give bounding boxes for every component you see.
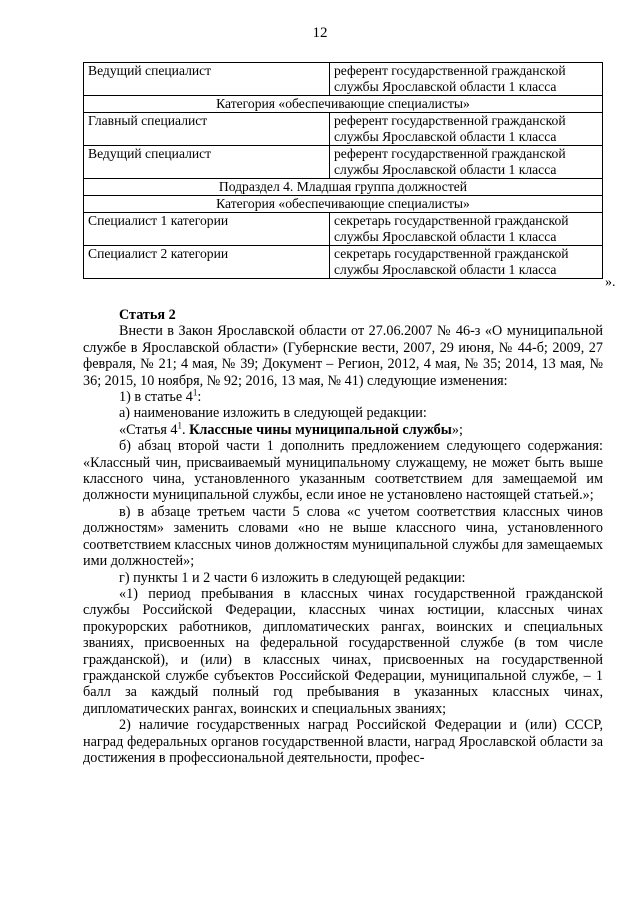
subsection-header-cell: Подраздел 4. Младшая группа должностей (84, 179, 603, 196)
class-rank-line: секретарь государственной гражданской (334, 213, 569, 228)
category-header-cell: Категория «обеспечивающие специалисты» (84, 196, 603, 213)
amendment-item-1-suffix: : (197, 389, 202, 406)
table-row (84, 196, 603, 213)
positions-table (83, 62, 603, 279)
class-rank-cell (330, 213, 603, 246)
class-rank-line: секретарь государственной гражданской (334, 246, 569, 261)
amendment-item-1 (83, 389, 603, 405)
position-cell: Главный специалист (84, 113, 330, 146)
amendment-item-1-text: 1) в статье 4 (119, 389, 193, 406)
superscript: 1 (177, 420, 183, 431)
table-row (84, 113, 603, 146)
class-rank-line: референт государственной гражданской (334, 146, 566, 161)
class-rank-line: службы Ярославской области 1 класса (334, 162, 557, 177)
article-heading: Статья 2 (119, 307, 176, 323)
page-number: 12 (312, 25, 328, 41)
class-rank-line: службы Ярославской области 1 класса (334, 229, 557, 244)
amendment-item-g: г) пункты 1 и 2 части 6 изложить в следующей редакции: (119, 569, 466, 586)
class-rank-cell (330, 146, 603, 179)
amendment-item-a: а) наименование изложить в следующей редакции: (119, 405, 427, 422)
superscript: 1 (192, 387, 198, 398)
category-header-cell: Категория «обеспечивающие специалисты» (84, 96, 603, 113)
article-body (83, 307, 603, 766)
point-2: 2) наличие государственных наград Российской Федерации и (или) СССР, наград федеральных органов государственной власти, наград Ярославской области за достижения в профессиональной деятельности, профес- (83, 717, 603, 766)
position-cell: Ведущий специалист (84, 146, 330, 179)
class-rank-cell (330, 246, 603, 279)
class-rank-line: референт государственной гражданской (334, 63, 566, 78)
point-1: «1) период пребывания в классных чинах государственной гражданской службы Российской Федерации, классных чинах юстиции, классных чинах прокурорских работников, дипломатических рангах, воинских и специальных званиях, присвоенных на федеральной государственной службе (в том числе гражданской), и (или) в классных чинах, присвоенных на государственной гражданской службе субъектов Российской Федерации, муниципальной службе, – 1 балл за каждый полный год пребывания в указанных классных чинах, дипломатических рангах, воинских и специальных званиях; (83, 585, 603, 717)
class-rank-cell (330, 63, 603, 96)
position-cell: Ведущий специалист (84, 63, 330, 96)
table-row (84, 179, 603, 196)
class-rank-line: службы Ярославской области 1 класса (334, 262, 557, 277)
class-rank-line: референт государственной гражданской (334, 113, 566, 128)
new-article-title-bold: Классные чины муниципальной службы (189, 421, 452, 438)
new-article-title (83, 422, 603, 438)
class-rank-line: службы Ярославской области 1 класса (334, 129, 557, 144)
table-row (84, 63, 603, 96)
table-row (84, 146, 603, 179)
amendment-item-v: в) в абзаце третьем части 5 слова «с учетом соответствия классных чинов должностям» заменить словами «но не выше классного чина, установленного соответствием классных чинов должностям муниципальной службы для замещаемых ими должностей»; (83, 503, 603, 570)
position-cell: Специалист 2 категории (84, 246, 330, 279)
article-intro: Внести в Закон Ярославской области от 27.06.2007 № 46-з «О муниципальной службе в Ярославской области» (Губернские вести, 2007, 29 июня, № 44-б; 2009, 27 февраля, № 21; 4 мая, № 39; Документ – Регион, 2012, 4 мая, № 35; 2014, 13 мая, № 36; 2015, 10 ноября, № 92; 2016, 13 мая, № 41) следующие изменения: (83, 323, 603, 389)
table-row (84, 213, 603, 246)
amendment-item-b: б) абзац второй части 1 дополнить предложением следующего содержания: «Классный чин, присваиваемый муниципальному служащему, не может быть выше классного чина, установленного указанным соответствием для замещаемой им должности муниципальной службы, если иное не установлено настоящей статьей.»; (83, 438, 603, 504)
class-rank-cell (330, 113, 603, 146)
table-row (84, 96, 603, 113)
class-rank-line: службы Ярославской области 1 класса (334, 79, 557, 94)
table-row (84, 246, 603, 279)
position-cell: Специалист 1 категории (84, 213, 330, 246)
new-article-title-dot: . (182, 421, 190, 438)
table-closing-mark: ». (605, 275, 616, 290)
new-article-title-suffix: »; (451, 421, 463, 438)
new-article-title-prefix: «Статья 4 (119, 421, 178, 438)
